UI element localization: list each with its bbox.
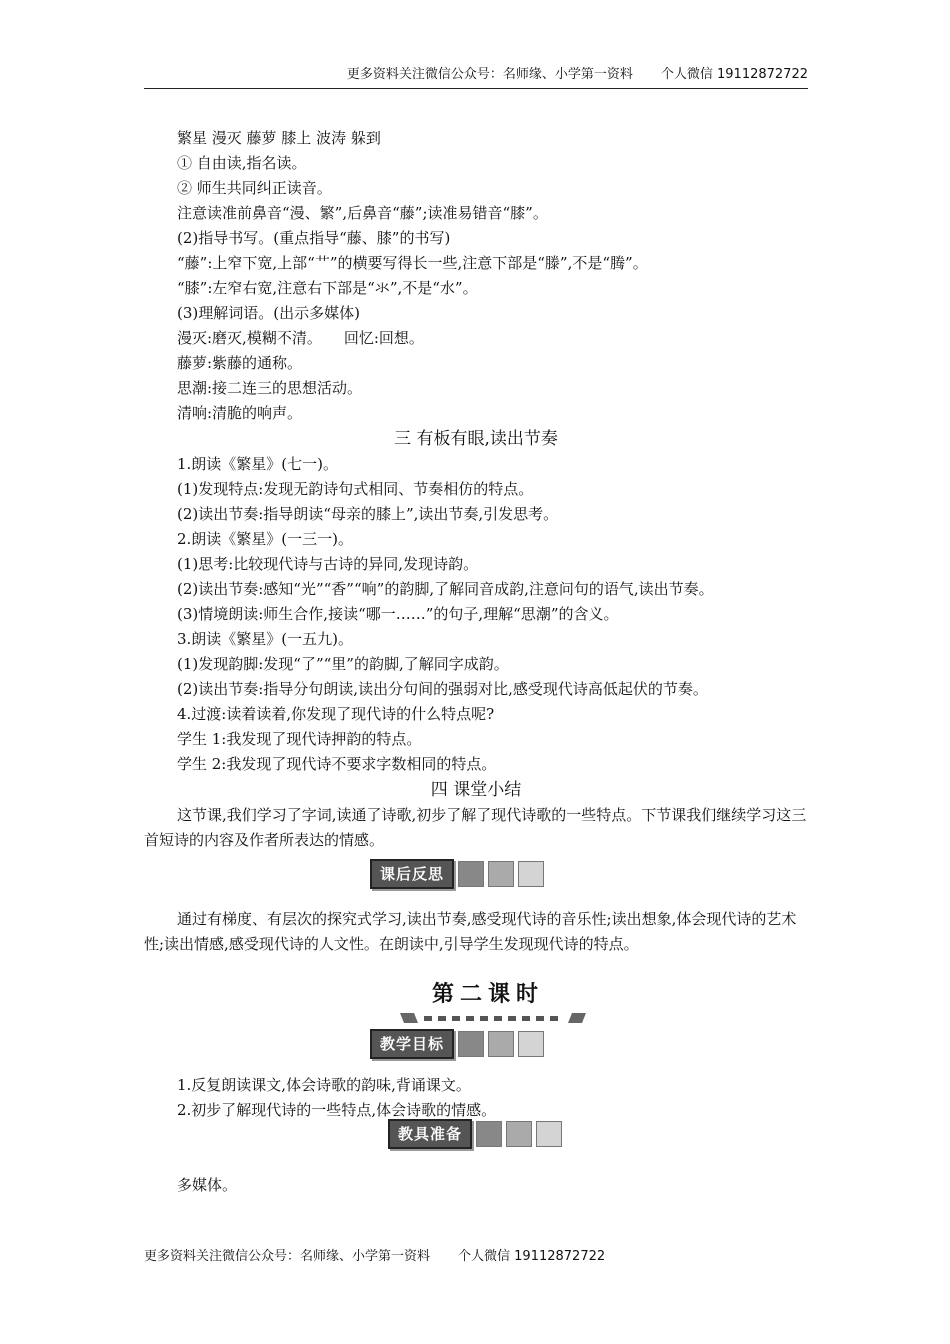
- goal-item: 2.初步了解现代诗的一些特点,体会诗歌的情感。: [177, 1101, 497, 1119]
- text-line: 学生 2:我发现了现代诗不要求字数相同的特点。: [177, 755, 497, 773]
- materials-tag: 教具准备: [388, 1119, 472, 1149]
- decor-square: [488, 861, 514, 887]
- text-line: (1)思考:比较现代诗与古诗的异同,发现诗韵。: [177, 555, 479, 573]
- header-wechat: 个人微信 19112872722: [660, 67, 808, 82]
- decor-square: [506, 1121, 532, 1147]
- section-heading-3: 三 有板有眼,读出节奏: [394, 429, 558, 449]
- footer-text: 更多资料关注微信公众号：名师缘、小学第一资料: [144, 1249, 431, 1264]
- text-line: (2)指导书写。(重点指导“藤、膝”的书写): [177, 229, 451, 247]
- text-line: (1)发现韵脚:发现“了”“里”的韵脚,了解同字成韵。: [177, 655, 509, 673]
- text-line: (2)读出节奏:指导分句朗读,读出分句间的强弱对比,感受现代诗高低起伏的节奏。: [177, 680, 708, 698]
- definition: 漫灭:磨灭,模糊不清。: [177, 329, 322, 347]
- text-line: (3)理解词语。(出示多媒体): [177, 304, 360, 322]
- decor-square: [476, 1121, 502, 1147]
- materials-banner: [144, 1119, 808, 1153]
- decor-square: [536, 1121, 562, 1147]
- text-line: 注意读准前鼻音“漫、繁”,后鼻音“藤”;读准易错音“膝”。: [177, 204, 548, 222]
- decor-square: [518, 1031, 544, 1057]
- definition-row: [144, 326, 808, 351]
- page-footer: [144, 1248, 605, 1266]
- text-line: (1)发现特点:发现无韵诗句式相同、节奏相仿的特点。: [177, 480, 534, 498]
- reflection-paragraph: 通过有梯度、有层次的探究式学习,读出节奏,感受现代诗的音乐性;读出想象,体会现代诗的艺术性;读出情感,感受现代诗的人文性。在朗读中,引导学生发现现代诗的特点。: [144, 910, 797, 953]
- materials-text: 多媒体。: [177, 1176, 238, 1194]
- section-heading-4: 四 课堂小结: [430, 780, 522, 800]
- text-line: “藤”:上窄下宽,上部“艹”的横要写得长一些,注意下部是“滕”,不是“腾”。: [177, 254, 648, 272]
- text-line: (2)读出节奏:指导朗读“母亲的膝上”,读出节奏,引发思考。: [177, 505, 559, 523]
- header-text: 更多资料关注微信公众号：名师缘、小学第一资料: [346, 67, 633, 82]
- decor-square: [458, 861, 484, 887]
- dash-ornament: [400, 1011, 586, 1025]
- summary-paragraph: 这节课,我们学习了字词,读通了诗歌,初步了解了现代诗歌的一些特点。下节课我们继续学习这三首短诗的内容及作者所表达的情感。: [144, 806, 807, 849]
- text-line: ① 自由读,指名读。: [177, 154, 307, 172]
- text-line: 学生 1:我发现了现代诗押韵的特点。: [177, 730, 422, 748]
- session-title-block: [144, 973, 808, 1033]
- goals-tag: 教学目标: [370, 1029, 454, 1059]
- text-line: (3)情境朗读:师生合作,接读“哪一……”的句子,理解“思潮”的含义。: [177, 605, 619, 623]
- vocab-list: 繁星 漫灭 藤萝 膝上 波涛 躲到: [177, 129, 381, 147]
- text-paragraph: (2)读出节奏:感知“光”“香”“响”的韵脚,了解同音成韵,注意问句的语气,读出节奏。: [177, 580, 714, 598]
- text-line: ② 师生共同纠正读音。: [177, 179, 332, 197]
- definition: 思潮:接二连三的思想活动。: [177, 379, 363, 397]
- goal-item: 1.反复朗读课文,体会诗歌的韵味,背诵课文。: [177, 1076, 471, 1094]
- text-line: 4.过渡:读着读着,你发现了现代诗的什么特点呢?: [177, 705, 495, 723]
- decor-square: [518, 861, 544, 887]
- decor-square: [488, 1031, 514, 1057]
- text-line: 1.朗读《繁星》(七一)。: [177, 455, 339, 473]
- text-line: 3.朗读《繁星》(一五九)。: [177, 630, 354, 648]
- text-line: 2.朗读《繁星》(一三一)。: [177, 530, 354, 548]
- definition: 清响:清脆的响声。: [177, 404, 303, 422]
- reflection-tag: 课后反思: [370, 859, 454, 889]
- definition: 回忆:回想。: [343, 329, 424, 347]
- goals-banner: [144, 1027, 808, 1061]
- decor-square: [458, 1031, 484, 1057]
- footer-wechat: 个人微信 19112872722: [458, 1249, 606, 1264]
- document-body: [144, 126, 808, 1198]
- session-title: 第二课时: [432, 982, 545, 1007]
- reflection-banner: [144, 857, 808, 891]
- definition: 藤萝:紫藤的通称。: [177, 354, 303, 372]
- page-header: [144, 66, 808, 89]
- text-line: “膝”:左窄右宽,注意右下部是“氺”,不是“水”。: [177, 279, 478, 297]
